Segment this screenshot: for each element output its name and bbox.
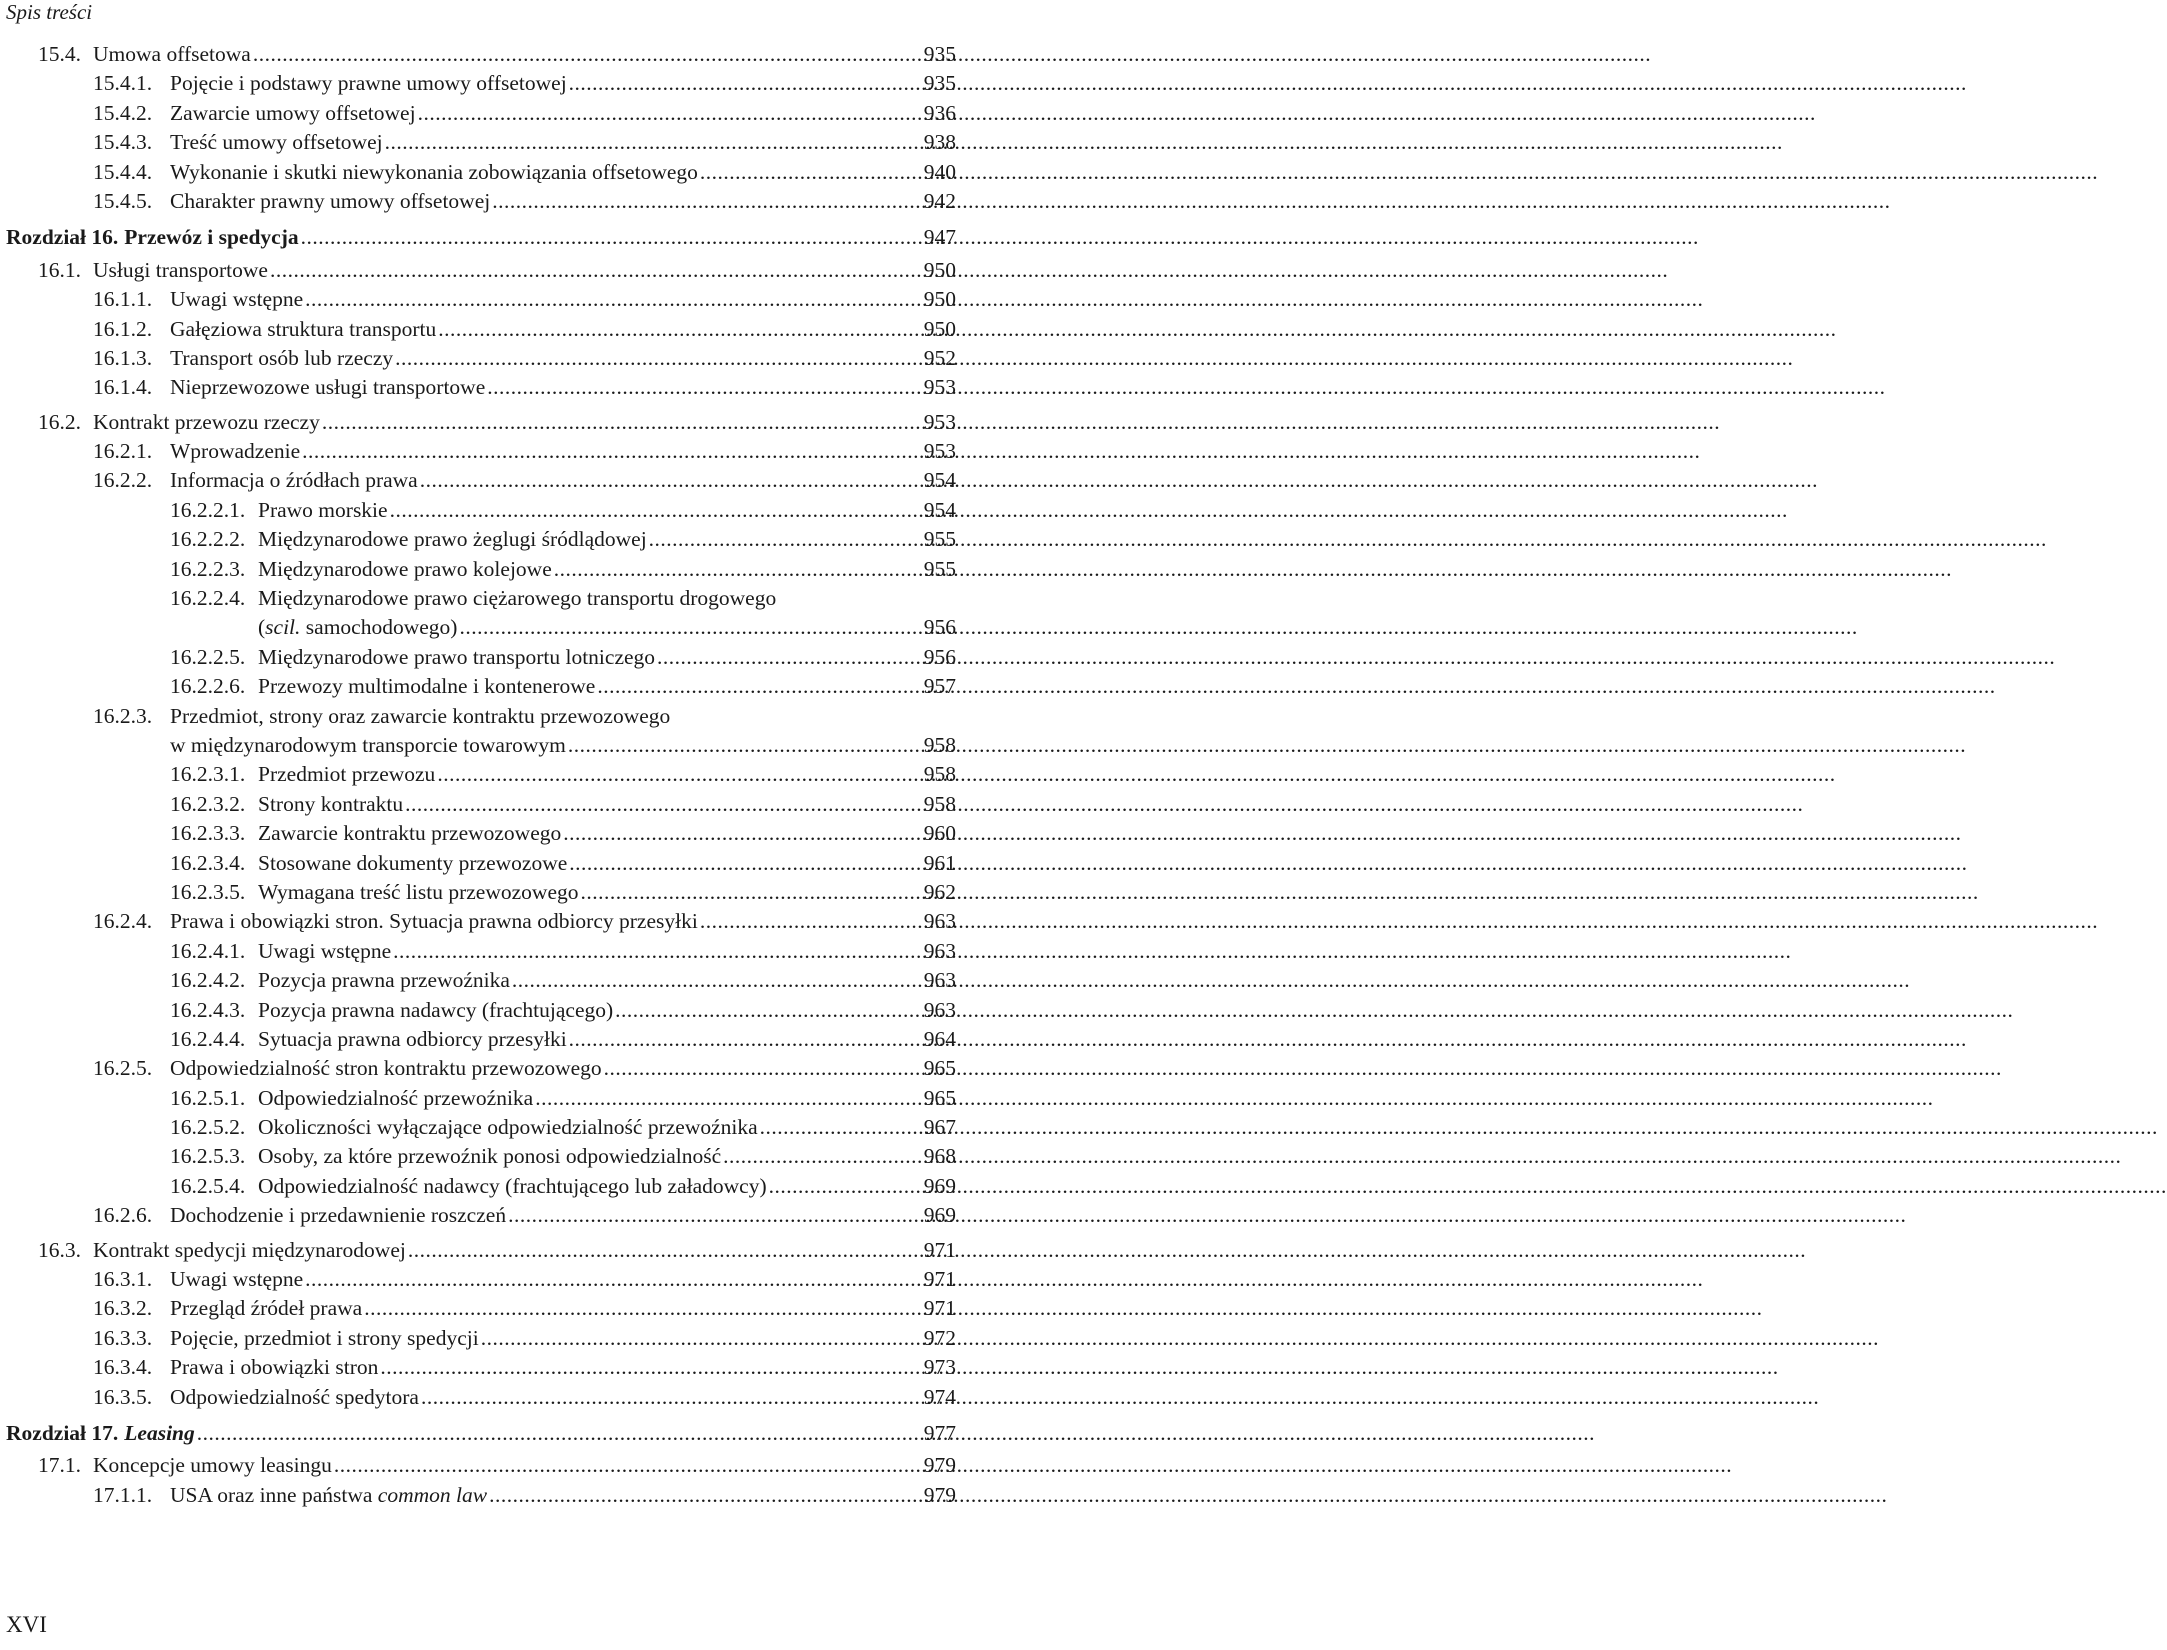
toc-entry-line <box>38 40 871 69</box>
toc-entry-title: Uwagi wstępne <box>258 938 392 963</box>
toc-entry-page: 954 <box>923 497 956 522</box>
toc-entry-line <box>93 373 871 402</box>
toc-entry-number: 16.2.3.5. <box>170 879 246 904</box>
toc-entry-title: Prawo morskie <box>258 497 388 522</box>
toc-entry[interactable] <box>0 1419 956 1448</box>
toc-entry-page: 956 <box>923 615 956 640</box>
toc-entry-title: Odpowiedzialność przewoźnika <box>258 1085 534 1110</box>
toc-entry-title: Informacja o źródłach prawa <box>170 468 418 493</box>
toc-entry-number: 16.2.5. <box>93 1056 153 1081</box>
toc-entry-title: Sytuacja prawna odbiorcy przesyłki <box>258 1026 567 1051</box>
toc-entry-number: 16.3.1. <box>93 1267 153 1292</box>
toc-entry-number: 16.3.2. <box>93 1296 153 1321</box>
toc-entry[interactable] <box>0 1201 956 1230</box>
toc-leader-dots <box>438 315 1836 344</box>
toc-leader-dots <box>481 1324 1879 1353</box>
toc-entry-number: 16.2.3. <box>93 703 153 728</box>
toc-entry-page: 967 <box>923 1115 956 1140</box>
toc-entry-page: 936 <box>923 100 956 125</box>
toc-leader-dots <box>459 613 1857 642</box>
toc-leader-dots <box>408 1236 1806 1265</box>
toc-entry[interactable] <box>0 1113 956 1142</box>
toc-entry-line <box>38 256 871 285</box>
toc-entry-title: Pojęcie, przedmiot i strony spedycji <box>170 1325 479 1350</box>
toc-entry-line <box>170 819 871 848</box>
toc-entry-line <box>93 285 871 314</box>
toc-entry[interactable] <box>0 158 956 187</box>
toc-entry-title: Międzynarodowe prawo żeglugi śródlądowej <box>258 527 647 552</box>
toc-entry[interactable] <box>0 555 956 584</box>
toc-entry-number: 16.2.3.2. <box>170 791 246 816</box>
toc-entry-number: 16.2.2. <box>93 468 153 493</box>
toc-leader-dots <box>421 1383 1819 1412</box>
toc-entry-title: Dochodzenie i przedawnienie roszczeń <box>170 1203 507 1228</box>
toc-entry-number: 16.2.5.1. <box>170 1085 246 1110</box>
toc-entry-title: Wykonanie i skutki niewykonania zobowiązania offsetowego <box>170 159 698 184</box>
toc-entry-title: Pojęcie i podstawy prawne umowy offsetowej <box>170 71 567 96</box>
toc-leader-dots <box>563 819 1961 848</box>
toc-entry-title: Kontrakt spedycji międzynarodowej <box>93 1237 406 1262</box>
toc-entry[interactable] <box>0 672 956 701</box>
toc-leader-dots <box>334 1451 1732 1480</box>
toc-entry[interactable] <box>0 878 956 907</box>
toc-entry-page: 964 <box>923 1026 956 1051</box>
toc-entry-number: 15.4.3. <box>93 130 153 155</box>
toc-entry-line <box>93 1054 871 1083</box>
toc-entry-number: 16.2.3.3. <box>170 821 246 846</box>
toc-leader-dots <box>597 672 1995 701</box>
toc-entry-line <box>6 1419 871 1448</box>
toc-entry[interactable] <box>0 256 956 285</box>
toc-leader-dots <box>197 1419 1595 1448</box>
toc-entry-line <box>170 996 871 1025</box>
toc-entry-line <box>93 1481 871 1510</box>
toc-entry-line <box>170 966 871 995</box>
toc-entry-page: 953 <box>923 409 956 434</box>
toc-entry[interactable] <box>0 790 956 819</box>
toc-entry[interactable] <box>0 525 956 554</box>
toc-entry-number: 17.1.1. <box>93 1482 153 1507</box>
toc-entry-page: 960 <box>923 821 956 846</box>
toc-entry-page: 965 <box>923 1056 956 1081</box>
toc-leader-dots <box>305 285 1703 314</box>
toc-leader-dots <box>302 437 1700 466</box>
toc-entry-number: 15.4.4. <box>93 159 153 184</box>
toc-entry-title-italic: scil. <box>265 615 301 640</box>
toc-entry-title: Przedmiot przewozu <box>258 762 436 787</box>
toc-entry-number: 16.2.6. <box>93 1203 153 1228</box>
toc-entry[interactable] <box>0 466 956 495</box>
toc-entry[interactable] <box>0 1025 956 1054</box>
toc-entry[interactable] <box>0 849 956 878</box>
toc-entry-continuation <box>0 731 956 760</box>
toc-entry-page: 942 <box>923 188 956 213</box>
toc-entry-title: Przewozy multimodalne i kontenerowe <box>258 674 596 699</box>
toc-entry[interactable] <box>0 187 956 216</box>
toc-entry[interactable] <box>0 128 956 157</box>
toc-entry-title: Prawa i obowiązki stron <box>170 1355 379 1380</box>
toc-entry-line <box>170 1113 871 1142</box>
toc-entry-number: 16.3.4. <box>93 1355 153 1380</box>
toc-leader-dots <box>393 937 1791 966</box>
toc-entry-line <box>93 437 871 466</box>
toc-entry-title: Koncepcje umowy leasingu <box>93 1453 332 1478</box>
toc-leader-dots <box>385 128 1783 157</box>
toc-entry-title: Strony kontraktu <box>258 791 404 816</box>
toc-leader-dots <box>489 1481 1887 1510</box>
toc-entry-title: Uwagi wstępne <box>170 1267 304 1292</box>
toc-entry[interactable] <box>0 1451 956 1480</box>
toc-entry-title: Odpowiedzialność stron kontraktu przewozowego <box>170 1056 602 1081</box>
toc-entry-title: Przedmiot, strony oraz zawarcie kontraktu przewozowego <box>170 703 671 728</box>
toc-entry-page: 963 <box>923 968 956 993</box>
toc-entry-title: Przegląd źródeł prawa <box>170 1296 363 1321</box>
toc-entry-page: 938 <box>923 130 956 155</box>
toc-entry-number: 15.4.2. <box>93 100 153 125</box>
toc-entry-line <box>93 128 871 157</box>
toc-entry-title: Osoby, za które przewoźnik ponosi odpowiedzialność <box>258 1144 722 1169</box>
toc-entry-page: 977 <box>923 1420 956 1445</box>
toc-leader-dots <box>535 1084 1933 1113</box>
toc-entry-page: 968 <box>923 1144 956 1169</box>
toc-entry-title: Treść umowy offsetowej <box>170 130 383 155</box>
toc-entry[interactable] <box>0 937 956 966</box>
toc-entry-line <box>170 1025 871 1054</box>
toc-entry-title: Okoliczności wyłączające odpowiedzialność przewoźnika <box>258 1115 758 1140</box>
toc-entry-title: Przewóz i spedycja <box>124 225 299 250</box>
toc-entry-line <box>93 158 871 187</box>
toc-entry-title-continued: ( <box>258 615 266 640</box>
toc-entry[interactable] <box>0 702 956 731</box>
toc-entry-page: 972 <box>923 1325 956 1350</box>
toc-entry-number: 16.2.2.4. <box>170 586 246 611</box>
toc-entry-title: Odpowiedzialność nadawcy (frachtującego lub załadowcy) <box>258 1173 767 1198</box>
toc-entry-number: 16.1.4. <box>93 375 153 400</box>
toc-entry-line <box>93 466 871 495</box>
toc-entry-line <box>93 1201 871 1230</box>
toc-entry-number: 16.2.4.2. <box>170 968 246 993</box>
toc-leader-dots <box>580 878 1978 907</box>
toc-entry-page: 954 <box>923 468 956 493</box>
toc-entry[interactable] <box>0 1294 956 1323</box>
toc-leader-dots <box>769 1172 2167 1201</box>
toc-entry-page: 962 <box>923 879 956 904</box>
toc-entry-line <box>38 1451 871 1480</box>
toc-entry[interactable] <box>0 1353 956 1382</box>
toc-leader-dots <box>492 187 1890 216</box>
toc-entry-page: 955 <box>923 556 956 581</box>
toc-entry-line <box>38 408 871 437</box>
toc-entry-line <box>93 1383 871 1412</box>
toc-entry-number: Rozdział 17. <box>6 1420 119 1445</box>
toc-entry-page: 952 <box>923 345 956 370</box>
toc-entry-line <box>93 1265 871 1294</box>
toc-entry-line <box>170 672 871 701</box>
page-number: XVI <box>6 1612 47 1637</box>
toc-entry[interactable] <box>0 373 956 402</box>
toc-leader-dots <box>405 790 1803 819</box>
toc-entry[interactable] <box>0 223 956 252</box>
toc-entry[interactable] <box>0 285 956 314</box>
toc-leader-dots <box>760 1113 2158 1142</box>
toc-entry-title-italic: common law <box>377 1482 488 1507</box>
toc-entry-number: 16.1.1. <box>93 287 153 312</box>
toc-entry-title: Zawarcie kontraktu przewozowego <box>258 821 562 846</box>
toc-entry-page: 956 <box>923 644 956 669</box>
toc-entry-title: Odpowiedzialność spedytora <box>170 1384 419 1409</box>
toc-entry-title: Wprowadzenie <box>170 439 301 464</box>
toc-entry-page: 969 <box>923 1173 956 1198</box>
toc-entry-number: Rozdział 16. <box>6 225 119 250</box>
toc-leader-dots <box>305 1265 1703 1294</box>
toc-entry-page: 958 <box>923 762 956 787</box>
toc-entry[interactable] <box>0 1324 956 1353</box>
toc-entry[interactable] <box>0 69 956 98</box>
toc-entry[interactable] <box>0 1481 956 1510</box>
toc-leader-dots <box>437 760 1835 789</box>
toc-entry-page: 950 <box>923 257 956 282</box>
toc-entry-line <box>170 643 871 672</box>
toc-entry-line <box>93 69 871 98</box>
toc-leader-dots <box>364 1294 1762 1323</box>
toc-entry-number: 16.3. <box>38 1237 81 1262</box>
toc-entry-title: Stosowane dokumenty przewozowe <box>258 850 568 875</box>
toc-entry-title: USA oraz inne państwa <box>170 1482 378 1507</box>
toc-entry-number: 16.2.3.1. <box>170 762 246 787</box>
toc-entry-line <box>6 223 871 252</box>
toc-entry-page: 973 <box>923 1355 956 1380</box>
toc-entry-page: 971 <box>923 1296 956 1321</box>
toc-entry-number: 16.3.3. <box>93 1325 153 1350</box>
toc-leader-dots <box>508 1201 1906 1230</box>
toc-leader-dots <box>420 466 1818 495</box>
toc-entry-line <box>170 1142 871 1171</box>
toc-entry-title: Transport osób lub rzeczy <box>170 345 394 370</box>
toc-leader-dots <box>380 1353 1778 1382</box>
toc-entry-line <box>170 731 871 760</box>
toc-leader-dots <box>569 1025 1967 1054</box>
toc-entry-title: Nieprzewozowe usługi transportowe <box>170 375 486 400</box>
toc-entry-number: 16.2.4.4. <box>170 1026 246 1051</box>
toc-entry-number: 16.2.4. <box>93 909 153 934</box>
toc-entry-line <box>170 496 871 525</box>
toc-entry-line <box>93 344 871 373</box>
toc-entry[interactable] <box>0 819 956 848</box>
toc-entry-number: 16.2.3.4. <box>170 850 246 875</box>
toc-entry[interactable] <box>0 996 956 1025</box>
toc-leader-dots <box>700 907 2098 936</box>
toc-entry-line <box>170 584 871 613</box>
toc-entry-number: 16.1. <box>38 257 81 282</box>
toc-entry-number: 16.2.1. <box>93 439 153 464</box>
toc-entry-line <box>93 907 871 936</box>
toc-entry-title: Umowa offsetowa <box>93 42 251 66</box>
toc-entry-title: Prawa i obowiązki stron. Sytuacja prawna odbiorcy przesyłki <box>170 909 698 934</box>
toc-leader-dots <box>723 1142 2121 1171</box>
toc-entry-number: 16.2.5.2. <box>170 1115 246 1140</box>
toc-entry-page: 935 <box>923 42 956 66</box>
toc-entry-page: 955 <box>923 527 956 552</box>
toc-entry-line <box>93 187 871 216</box>
toc-entry-page: 971 <box>923 1237 956 1262</box>
toc-entry-number: 16.1.3. <box>93 345 153 370</box>
toc-leader-dots <box>390 496 1788 525</box>
toc-entry-line <box>170 525 871 554</box>
toc-entry-line <box>38 1236 871 1265</box>
toc-entry-title: Kontrakt przewozu rzeczy <box>93 409 320 434</box>
toc-leader-dots <box>322 408 1720 437</box>
toc-entry[interactable] <box>0 1265 956 1294</box>
toc-entry-line <box>93 315 871 344</box>
table-of-contents <box>0 40 956 1510</box>
toc-entry-number: 16.2.2.5. <box>170 644 246 669</box>
toc-entry-page: 940 <box>923 159 956 184</box>
toc-entry-number: 16.3.5. <box>93 1384 153 1409</box>
toc-entry-number: 16.2. <box>38 409 81 434</box>
toc-entry-number: 16.1.2. <box>93 316 153 341</box>
toc-entry-title: Uwagi wstępne <box>170 287 304 312</box>
toc-entry-number: 16.2.2.6. <box>170 674 246 699</box>
toc-entry-title: Usługi transportowe <box>93 257 268 282</box>
toc-entry-title: Zawarcie umowy offsetowej <box>170 100 416 125</box>
toc-entry[interactable] <box>0 40 956 69</box>
toc-entry[interactable] <box>0 1054 956 1083</box>
toc-entry-line <box>93 702 871 731</box>
toc-entry-line <box>170 760 871 789</box>
toc-leader-dots <box>301 223 1699 252</box>
toc-leader-dots <box>569 849 1967 878</box>
toc-entry[interactable] <box>0 1236 956 1265</box>
toc-entry-page: 963 <box>923 997 956 1022</box>
toc-entry-page: 965 <box>923 1085 956 1110</box>
toc-entry[interactable] <box>0 760 956 789</box>
toc-entry-page: 969 <box>923 1203 956 1228</box>
toc-entry[interactable] <box>0 344 956 373</box>
toc-entry-line <box>170 937 871 966</box>
toc-leader-dots <box>649 525 2047 554</box>
toc-entry-number: 16.2.2.3. <box>170 556 246 581</box>
toc-entry[interactable] <box>0 1142 956 1171</box>
toc-entry-line <box>93 1324 871 1353</box>
toc-entry-page: 974 <box>923 1384 956 1409</box>
toc-entry[interactable] <box>0 315 956 344</box>
toc-entry-title-continued: samochodowego) <box>300 615 458 640</box>
toc-entry-number: 15.4.5. <box>93 188 153 213</box>
toc-leader-dots <box>569 69 1967 98</box>
toc-entry[interactable] <box>0 496 956 525</box>
toc-leader-dots <box>418 99 1816 128</box>
toc-entry-title: Gałęziowa struktura transportu <box>170 316 437 341</box>
toc-entry-title: Wymagana treść listu przewozowego <box>258 879 579 904</box>
toc-entry-number: 15.4. <box>38 42 81 66</box>
running-head: Spis treści <box>6 0 93 24</box>
toc-entry-title: Międzynarodowe prawo kolejowe <box>258 556 552 581</box>
toc-entry-line <box>258 613 871 642</box>
toc-entry-number: 16.2.2.2. <box>170 527 246 552</box>
toc-entry-page: 957 <box>923 674 956 699</box>
toc-entry-line <box>170 1172 871 1201</box>
toc-entry[interactable] <box>0 408 956 437</box>
toc-leader-dots <box>554 555 1952 584</box>
toc-entry-title: Pozycja prawna przewoźnika <box>258 968 510 993</box>
toc-entry-line <box>170 1084 871 1113</box>
toc-entry-number: 16.2.4.3. <box>170 997 246 1022</box>
toc-entry-line <box>170 878 871 907</box>
toc-entry[interactable] <box>0 966 956 995</box>
toc-entry-page: 953 <box>923 375 956 400</box>
toc-entry-page: 963 <box>923 909 956 934</box>
toc-entry-page: 947 <box>923 225 956 250</box>
toc-entry-number: 15.4.1. <box>93 71 153 96</box>
toc-leader-dots <box>568 731 1966 760</box>
toc-entry-page: 961 <box>923 850 956 875</box>
toc-entry-title: Międzynarodowe prawo transportu lotniczego <box>258 644 656 669</box>
toc-entry-title: Międzynarodowe prawo ciężarowego transportu drogowego <box>258 586 777 611</box>
toc-entry[interactable] <box>0 643 956 672</box>
toc-entry-page: 979 <box>923 1482 956 1507</box>
toc-entry-line <box>170 849 871 878</box>
toc-entry-number: 16.2.4.1. <box>170 938 246 963</box>
toc-entry-page: 971 <box>923 1267 956 1292</box>
toc-leader-dots <box>395 344 1793 373</box>
toc-entry-line <box>93 1353 871 1382</box>
toc-entry-title-continued: w międzynarodowym transporcie towarowym <box>170 732 566 757</box>
toc-entry[interactable] <box>0 99 956 128</box>
toc-leader-dots <box>700 158 2098 187</box>
toc-leader-dots <box>657 643 2055 672</box>
toc-entry-page: 950 <box>923 316 956 341</box>
toc-entry[interactable] <box>0 437 956 466</box>
toc-entry-number: 16.2.2.1. <box>170 497 246 522</box>
toc-entry-continuation <box>0 613 956 642</box>
toc-entry[interactable] <box>0 1084 956 1113</box>
toc-entry[interactable] <box>0 1172 956 1201</box>
toc-leader-dots <box>512 966 1910 995</box>
toc-entry[interactable] <box>0 584 956 613</box>
toc-entry[interactable] <box>0 907 956 936</box>
toc-leader-dots <box>604 1054 2002 1083</box>
toc-entry[interactable] <box>0 1383 956 1412</box>
toc-entry-page: 979 <box>923 1453 956 1478</box>
toc-entry-number: 16.2.5.4. <box>170 1173 246 1198</box>
toc-entry-title: Charakter prawny umowy offsetowej <box>170 188 491 213</box>
toc-entry-line <box>170 790 871 819</box>
toc-entry-page: 963 <box>923 938 956 963</box>
toc-entry-title: Pozycja prawna nadawcy (frachtującego) <box>258 997 614 1022</box>
toc-entry-page: 958 <box>923 732 956 757</box>
toc-entry-title: Leasing <box>124 1420 195 1445</box>
toc-leader-dots <box>270 256 1668 285</box>
toc-entry-page: 953 <box>923 439 956 464</box>
toc-entry-number: 16.2.5.3. <box>170 1144 246 1169</box>
toc-entry-page: 950 <box>923 287 956 312</box>
toc-entry-line <box>170 555 871 584</box>
toc-entry-number: 17.1. <box>38 1453 81 1478</box>
toc-entry-page: 958 <box>923 791 956 816</box>
toc-entry-page: 935 <box>923 71 956 96</box>
toc-entry-line <box>93 99 871 128</box>
toc-entry-line <box>93 1294 871 1323</box>
toc-leader-dots <box>615 996 2013 1025</box>
toc-leader-dots <box>487 373 1885 402</box>
toc-leader-dots <box>253 40 1651 69</box>
